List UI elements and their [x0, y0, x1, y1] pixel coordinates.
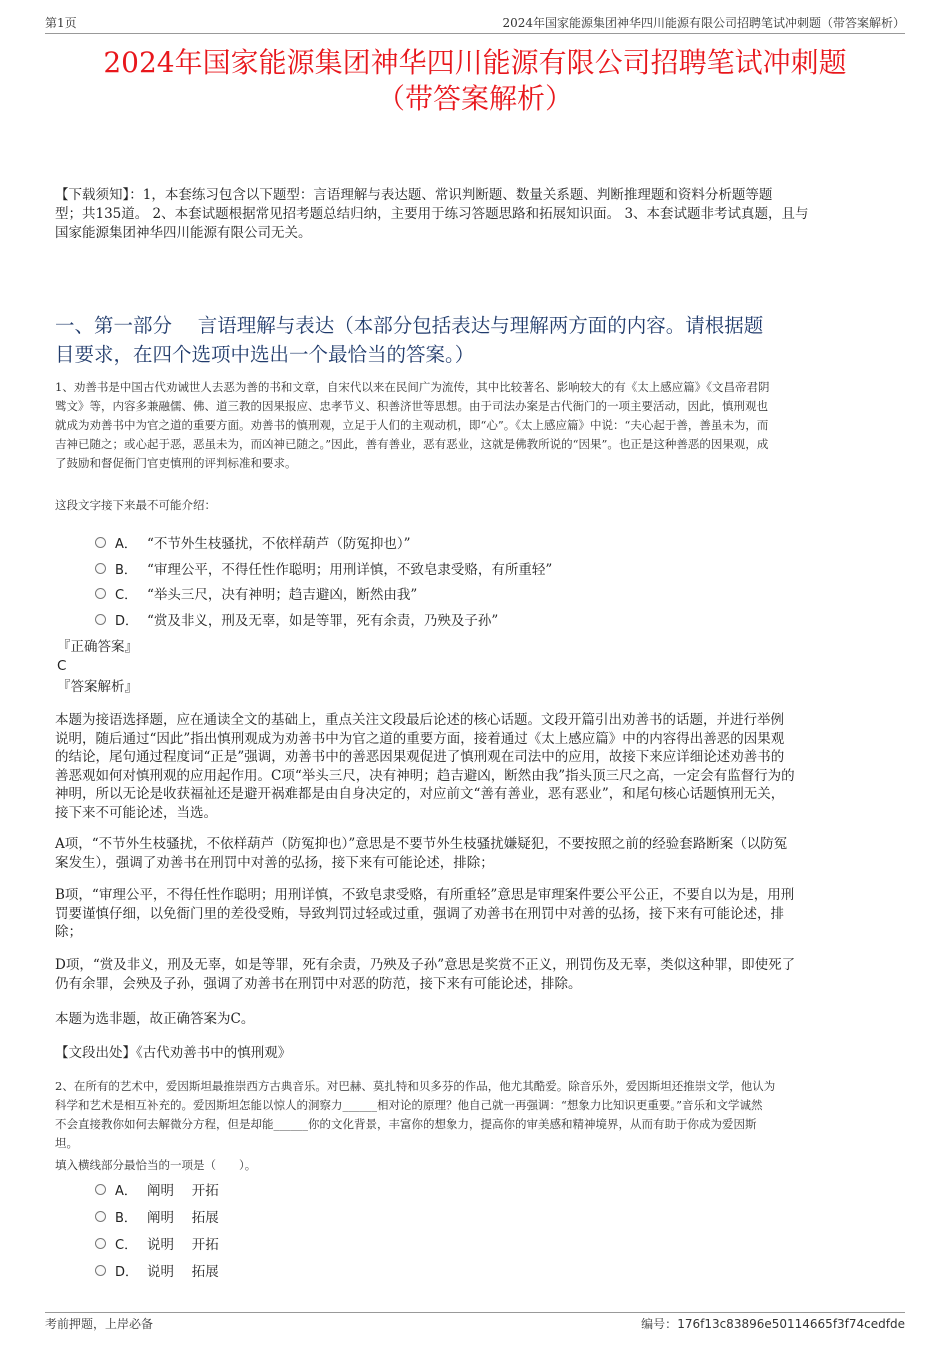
analysis-line: 本题为选非题，故正确答案为C。	[55, 1011, 255, 1027]
passage-line: 吉神已随之；或心起于恶，恶虽未为，而凶神已随之。”因此，善有善业，恶有恶业，这就是佛教所说的“因果”。也正是这种善恶的因果观，成	[55, 437, 769, 451]
notice-line: 型；共135道。 2、本套试题根据常见招考题总结归纳，主要用于练习答题思路和拓展知识面。 3、本套试题非考试真题，且与	[55, 206, 809, 222]
passage-line: 就成为劝善书中为官之道的重要方面。劝善书的慎刑观，立足于人们的主观动机，即“心”。《太上感应篇》中说：“夫心起于善，善虽未为，而	[55, 418, 769, 432]
analysis-paragraph	[55, 711, 895, 822]
option-text: 阐明 拓展	[147, 1210, 219, 1226]
option-text: 说明 拓展	[147, 1264, 219, 1280]
q2-question: 填入横线部分最恰当的一项是（ ）。	[55, 1158, 257, 1172]
passage-line: 坦。	[55, 1136, 78, 1150]
option-letter: A．	[115, 536, 137, 552]
q1-option-c[interactable]	[95, 582, 417, 604]
option-letter: B．	[115, 1210, 137, 1226]
option-text: 阐明 开拓	[147, 1183, 219, 1199]
option-letter: B．	[115, 562, 137, 578]
radio-icon[interactable]	[95, 614, 106, 625]
q2-option-a[interactable]	[95, 1178, 219, 1200]
q1-question: 这段文字接下来最不可能介绍：	[55, 498, 216, 512]
analysis-line: A项，“不节外生枝骚扰，不依样葫芦（防冤抑也）”意思是不要节外生枝骚扰嫌疑犯，不要按照之前的经验套路断案（以防冤	[55, 836, 788, 852]
analysis-paragraph	[55, 956, 895, 993]
analysis-line: D项，“赏及非义，刑及无辜，如是等罪，死有余责，乃殃及子孙”意思是奖赏不正义，刑罚伤及无辜，类似这种罪，即使死了	[55, 957, 796, 973]
analysis-line: 善恶观如何对慎刑观的应用起作用。C项“举头三尺，决有神明；趋吉避凶，断然由我”指头顶三尺之高，一定会有监督行为的	[55, 767, 795, 784]
section-heading	[55, 311, 905, 369]
notice-line: 国家能源集团神华四川能源有限公司无关。	[55, 225, 312, 241]
analysis-line: 罚要谨慎仔细，以免衙门里的差役受贿，导致判罚过轻或过重，强调了劝善书在刑罚中对善的弘扬，接下来有可能论述，排	[55, 905, 784, 922]
q2-option-c[interactable]	[95, 1232, 219, 1254]
option-letter: C．	[115, 587, 138, 603]
footer-slogan: 考前押题，上岸必备	[45, 1317, 154, 1331]
correct-answer-label: 『正确答案』	[57, 639, 138, 655]
option-letter: A．	[115, 1183, 137, 1199]
radio-icon[interactable]	[95, 1184, 106, 1195]
radio-icon[interactable]	[95, 1265, 106, 1276]
q1-option-a[interactable]	[95, 531, 411, 553]
passage-line: 骘文》等，内容多兼融儒、佛、道三教的因果报应、忠孝节义、积善济世等思想。由于司法办案是古代衙门的一项主要活动，因此，慎刑观也	[55, 399, 768, 413]
passage-line: 2、在所有的艺术中，爱因斯坦最推崇西方古典音乐。对巴赫、莫扎特和贝多芬的作品，他尤其酷爱。除音乐外，爱因斯坦还推崇文学，他认为	[55, 1079, 776, 1093]
header-rule	[45, 33, 905, 34]
q2-option-d[interactable]	[95, 1259, 219, 1281]
analysis-line: 案发生），强调了劝善书在刑罚中对善的弘扬，接下来有可能论述，排除；	[55, 854, 494, 871]
q1-option-d[interactable]	[95, 608, 498, 630]
section-heading-line: 一、第一部分 言语理解与表达（本部分包括表达与理解两方面的内容。请根据题	[55, 314, 764, 337]
notice-line: 【下载须知】：1，本套练习包含以下题型：言语理解与表达题、常识判断题、数量关系题、判断推理题和资料分析题等题	[55, 187, 773, 203]
page-title: 2024年国家能源集团神华四川能源有限公司招聘笔试冲刺题	[103, 46, 847, 79]
radio-icon[interactable]	[95, 1211, 106, 1222]
header-doc-title: 2024年国家能源集团神华四川能源有限公司招聘笔试冲刺题（带答案解析）	[502, 16, 905, 30]
analysis-paragraph	[55, 1010, 895, 1029]
analysis-line: 仍有余罪，会殃及子孙，强调了劝善书在刑罚中对恶的防范，接下来有可能论述，排除。	[55, 975, 582, 992]
passage-line: 不会直接教你如何去解微分方程，但是却能______你的文化背景，丰富你的想象力，提高你的审美感和精神境界，从而有助于你成为爱因斯	[55, 1117, 757, 1131]
radio-icon[interactable]	[95, 537, 106, 548]
footer-code-label: 编号：	[641, 1317, 678, 1331]
option-letter: D．	[115, 1264, 139, 1280]
radio-icon[interactable]	[95, 588, 106, 599]
passage-source: 【文段出处】《古代劝善书中的慎刑观》	[55, 1045, 292, 1061]
analysis-line: 除；	[55, 924, 82, 940]
q2-passage	[55, 1077, 895, 1153]
analysis-line: 的结论，尾句通过程度词“正是”强调，劝善书中的善恶因果观促进了慎刑观在司法中的应用，故接下来应详细论述劝善书的	[55, 749, 785, 765]
q1-passage	[55, 378, 895, 473]
option-text: “赏及非义，刑及无辜，如是等罪，死有余责，乃殃及子孙”	[147, 613, 499, 629]
option-letter: C．	[115, 1237, 138, 1253]
passage-line: 1、劝善书是中国古代劝诫世人去恶为善的书和文章，自宋代以来在民间广为流传，其中比较著名、影响较大的有《太上感应篇》《文昌帝君阴	[55, 380, 770, 394]
download-notice	[55, 186, 895, 243]
analysis-line: 说明，随后通过“因此”指出慎刑观成为劝善书中为官之道的重要方面，接着通过《太上感应篇》中的内容得出善恶的因果观	[55, 730, 785, 747]
option-text: “审理公平，不得任性作聪明；用刑详慎，不致皂隶受赂，有所重轻”	[147, 562, 553, 578]
correct-answer: C	[57, 658, 67, 674]
analysis-line: 神明，所以无论是收获福祉还是避开祸难都是由自身决定的，对应前文“善有善业，恶有恶业”，和尾句核心话题慎刑无关，	[55, 786, 785, 802]
footer-rule	[45, 1312, 905, 1313]
passage-line: 了鼓励和督促衙门官吏慎刑的评判标准和要求。	[55, 456, 297, 470]
analysis-paragraph	[55, 835, 895, 872]
q2-option-b[interactable]	[95, 1205, 219, 1227]
section-heading-line: 目要求，在四个选项中选出一个最恰当的答案。）	[55, 343, 475, 366]
footer-code-value: 176f13c83896e50114665f3f74cedfde	[677, 1317, 905, 1331]
page-title-sub: （带答案解析）	[376, 82, 573, 115]
option-text: “举头三尺，决有神明；趋吉避凶，断然由我”	[147, 587, 418, 603]
option-letter: D．	[115, 613, 139, 629]
analysis-line: B项，“审理公平，不得任性作聪明；用刑详慎，不致皂隶受赂，有所重轻”意思是审理案件要公平公正，不要自以为是，用刑	[55, 887, 795, 903]
radio-icon[interactable]	[95, 1238, 106, 1249]
analysis-paragraph	[55, 886, 895, 942]
radio-icon[interactable]	[95, 563, 106, 574]
q1-option-b[interactable]	[95, 557, 552, 579]
passage-line: 科学和艺术是相互补充的。爱因斯坦怎能以惊人的洞察力______相对论的原理？他自己就一再强调：“想象力比知识更重要。”音乐和文学诚然	[55, 1098, 763, 1112]
analysis-label: 『答案解析』	[57, 679, 138, 695]
footer-code	[641, 1315, 905, 1332]
page-number: 第1页	[45, 16, 77, 30]
analysis-line: 接下来不可能论述，当选。	[55, 804, 217, 821]
option-text: “不节外生枝骚扰，不依样葫芦（防冤抑也）”	[147, 536, 411, 552]
option-text: 说明 开拓	[147, 1237, 219, 1253]
analysis-line: 本题为接语选择题，应在通读全文的基础上，重点关注文段最后论述的核心话题。文段开篇引出劝善书的话题，并进行举例	[55, 712, 784, 728]
